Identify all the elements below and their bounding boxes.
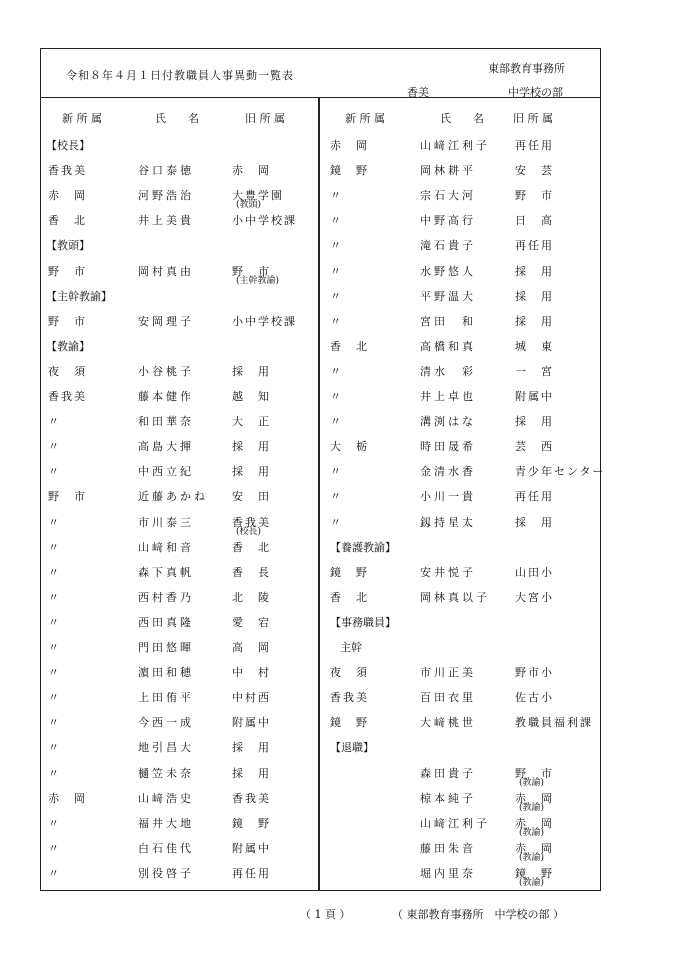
- old-affiliation: 赤 岡: [232, 164, 271, 178]
- old-affiliation: 再任用: [232, 866, 271, 880]
- section-name: 中学校の部: [508, 86, 563, 99]
- new-affiliation: 〃: [48, 590, 61, 604]
- column-divider: [318, 97, 320, 891]
- new-affiliation: 〃: [330, 289, 343, 303]
- new-affiliation: 〃: [330, 390, 343, 403]
- old-affiliation: 再任用: [515, 239, 554, 253]
- new-affiliation: 〃: [330, 465, 343, 479]
- old-affiliation: 附属中: [515, 390, 554, 403]
- old-affiliation: 赤 岡: [515, 816, 554, 830]
- person-name: 森下真帆: [138, 565, 194, 579]
- person-name: 大﨑桃世: [420, 716, 476, 730]
- old-affiliation: 野 市: [232, 264, 271, 278]
- old-affiliation: 附属中: [232, 841, 271, 855]
- new-affiliation: 大 栃: [330, 440, 369, 454]
- new-affiliation: 〃: [48, 766, 61, 780]
- new-affiliation: 鏡 野: [330, 716, 369, 730]
- office-name: 東部教育事務所: [488, 62, 565, 75]
- old-affiliation: 赤 岡: [515, 841, 554, 855]
- person-name: 岡林耕平: [420, 164, 476, 178]
- footer-office: （ 東部教育事務所 中学校の部 ）: [392, 908, 564, 921]
- new-affiliation: 〃: [48, 540, 61, 554]
- person-name: 時田晟希: [420, 440, 476, 454]
- old-affiliation: 野市小: [515, 666, 554, 680]
- old-affiliation: 大 正: [232, 415, 271, 429]
- new-affiliation: 〃: [48, 641, 61, 654]
- person-name: 白石佳代: [138, 841, 194, 855]
- old-affiliation: 野 市: [515, 189, 554, 203]
- old-affiliation: 中 村: [232, 666, 271, 680]
- new-affiliation: 香我美: [330, 691, 369, 705]
- person-name: 西田真隆: [138, 615, 194, 629]
- person-name: 高島大揮: [138, 440, 194, 454]
- person-name: 中野高行: [420, 214, 476, 228]
- old-affiliation: 山田小: [515, 565, 554, 579]
- footer-page: （ 1 頁 ）: [300, 908, 351, 921]
- person-name: 安井悦子: [420, 565, 476, 579]
- person-name: 山﨑和音: [138, 540, 194, 554]
- person-name: 清水 彩: [420, 364, 476, 378]
- person-name: 高橋和真: [420, 339, 476, 353]
- new-affiliation: 香 北: [330, 590, 369, 604]
- new-affiliation: 〃: [48, 841, 61, 855]
- new-affiliation: 〃: [330, 314, 343, 328]
- old-affiliation: 採 用: [232, 741, 271, 755]
- new-affiliation: 香我美: [48, 164, 87, 178]
- category-label: 【退職】: [330, 741, 374, 755]
- person-name: 今西一成: [138, 716, 194, 730]
- person-name: 百田衣里: [420, 691, 476, 705]
- old-affiliation: 安 芸: [515, 164, 554, 178]
- person-name: 山﨑浩史: [138, 791, 194, 805]
- old-affiliation: 城 東: [515, 339, 554, 353]
- person-name: 井上卓也: [420, 390, 476, 403]
- old-affiliation: 中村西: [232, 691, 271, 705]
- right-col-header-new: 新 所 属: [345, 112, 385, 125]
- new-affiliation: 〃: [48, 691, 61, 705]
- old-affiliation: 香 北: [232, 540, 271, 554]
- person-name: 岡林真以子: [420, 590, 490, 604]
- old-affiliation: 越 知: [232, 390, 271, 403]
- category-label: 【教頭】: [46, 239, 90, 253]
- new-affiliation: 〃: [330, 490, 343, 504]
- new-affiliation: 〃: [330, 364, 343, 378]
- old-affiliation: 採 用: [515, 314, 554, 328]
- person-name: 西村香乃: [138, 590, 194, 604]
- old-affiliation: 小中学校課: [232, 214, 297, 228]
- previous-position-note: (主幹教諭): [236, 275, 280, 286]
- new-affiliation: 赤 岡: [48, 189, 87, 203]
- person-name: 谷口泰徳: [138, 164, 194, 178]
- person-name: 山﨑江利子: [420, 139, 490, 152]
- new-affiliation: 〃: [48, 565, 61, 579]
- person-name: 森田貴子: [420, 766, 476, 780]
- old-affiliation: 大豊学園: [232, 189, 284, 203]
- person-name: 堀内里奈: [420, 866, 476, 880]
- old-affiliation: 赤 岡: [515, 791, 554, 805]
- old-affiliation: 再任用: [515, 139, 554, 152]
- right-col-header-old: 旧 所 属: [513, 112, 553, 125]
- left-col-header-new: 新 所 属: [62, 112, 102, 125]
- region-name: 香美: [407, 86, 429, 99]
- new-affiliation: 〃: [48, 666, 61, 680]
- old-affiliation: 佐古小: [515, 691, 554, 705]
- new-affiliation: 赤 岡: [330, 139, 369, 152]
- left-col-header-name: 氏 名: [155, 112, 199, 125]
- person-name: 上田侑平: [138, 691, 194, 705]
- new-affiliation: 赤 岡: [48, 791, 87, 805]
- sub-label: 主幹: [340, 641, 362, 654]
- old-affiliation: 高 岡: [232, 641, 271, 654]
- new-affiliation: 香我美: [48, 390, 87, 403]
- old-affiliation: 採 用: [232, 766, 271, 780]
- new-affiliation: 〃: [330, 415, 343, 429]
- new-affiliation: 〃: [330, 189, 343, 203]
- person-name: 濵田和穂: [138, 666, 194, 680]
- old-affiliation: 小中学校課: [232, 314, 297, 328]
- old-affiliation: 鏡 野: [232, 816, 271, 830]
- previous-position-note: (教諭): [519, 852, 545, 863]
- person-name: 藤本健作: [138, 390, 194, 403]
- person-name: 和田華奈: [138, 415, 194, 429]
- new-affiliation: 〃: [48, 741, 61, 755]
- previous-position-note: (教諭): [519, 802, 545, 813]
- new-affiliation: 〃: [330, 239, 343, 253]
- old-affiliation: 芸 西: [515, 440, 554, 454]
- person-name: 釼持星太: [420, 515, 476, 529]
- category-label: 【校長】: [46, 139, 90, 152]
- new-affiliation: 香 北: [48, 214, 87, 228]
- new-affiliation: 〃: [48, 515, 61, 529]
- new-affiliation: 香 北: [330, 339, 369, 353]
- new-affiliation: 〃: [330, 264, 343, 278]
- person-name: 中西立紀: [138, 465, 194, 479]
- old-affiliation: 採 用: [232, 465, 271, 479]
- old-affiliation: 再任用: [515, 490, 554, 504]
- new-affiliation: 野 市: [48, 490, 87, 504]
- person-name: 市川正美: [420, 666, 476, 680]
- new-affiliation: 〃: [48, 816, 61, 830]
- previous-position-note: (教頭): [236, 200, 262, 211]
- old-affiliation: 香 長: [232, 565, 271, 579]
- person-name: 門田悠暉: [138, 641, 194, 654]
- old-affiliation: 青少年センター: [515, 465, 606, 479]
- person-name: 安岡理子: [138, 314, 194, 328]
- old-affiliation: 香我美: [232, 515, 271, 529]
- old-affiliation: 香我美: [232, 791, 271, 805]
- category-label: 【事務職員】: [330, 615, 396, 629]
- new-affiliation: 〃: [330, 515, 343, 529]
- new-affiliation: 〃: [48, 440, 61, 454]
- new-affiliation: 夜 須: [48, 364, 87, 378]
- person-name: 藤田朱音: [420, 841, 476, 855]
- new-affiliation: 鏡 野: [330, 164, 369, 178]
- person-name: 小川一貴: [420, 490, 476, 504]
- old-affiliation: 教職員福利課: [515, 716, 593, 730]
- person-name: 椋本純子: [420, 791, 476, 805]
- old-affiliation: 附属中: [232, 716, 271, 730]
- new-affiliation: 鏡 野: [330, 565, 369, 579]
- old-affiliation: 北 陵: [232, 590, 271, 604]
- new-affiliation: 〃: [48, 866, 61, 880]
- person-name: 樋笠未奈: [138, 766, 194, 780]
- new-affiliation: 〃: [330, 214, 343, 228]
- old-affiliation: 大宮小: [515, 590, 554, 604]
- old-affiliation: 採 用: [515, 415, 554, 429]
- new-affiliation: 〃: [48, 615, 61, 629]
- person-name: 平野温大: [420, 289, 476, 303]
- person-name: 水野悠人: [420, 264, 476, 278]
- previous-position-note: (校長): [236, 526, 262, 537]
- person-name: 金清水香: [420, 465, 476, 479]
- new-affiliation: 〃: [48, 415, 61, 429]
- previous-position-note: (教諭): [519, 877, 545, 888]
- old-affiliation: 採 用: [515, 264, 554, 278]
- category-label: 【主幹教諭】: [46, 289, 112, 303]
- old-affiliation: 採 用: [515, 289, 554, 303]
- person-name: 市川泰三: [138, 515, 194, 529]
- person-name: 宮田 和: [420, 314, 476, 328]
- new-affiliation: 〃: [48, 465, 61, 479]
- person-name: 岡村真由: [138, 264, 194, 278]
- person-name: 近藤あかね: [138, 490, 208, 504]
- person-name: 宗石大河: [420, 189, 476, 203]
- person-name: 滝石貴子: [420, 239, 476, 253]
- person-name: 地引昌大: [138, 741, 194, 755]
- previous-position-note: (教諭): [519, 777, 545, 788]
- old-affiliation: 採 用: [515, 515, 554, 529]
- old-affiliation: 採 用: [232, 440, 271, 454]
- new-affiliation: 〃: [48, 716, 61, 730]
- old-affiliation: 採 用: [232, 364, 271, 378]
- old-affiliation: 愛 宕: [232, 615, 271, 629]
- old-affiliation: 野 市: [515, 766, 554, 780]
- right-col-header-name: 氏 名: [440, 112, 484, 125]
- person-name: 山﨑江利子: [420, 816, 490, 830]
- old-affiliation: 安 田: [232, 490, 271, 504]
- old-affiliation: 鏡 野: [515, 866, 554, 880]
- person-name: 別役啓子: [138, 866, 194, 880]
- page-title: 令和８年４月１日付教職員人事異動一覧表: [66, 69, 294, 82]
- person-name: 河野浩治: [138, 189, 194, 203]
- new-affiliation: 夜 須: [330, 666, 369, 680]
- person-name: 小谷桃子: [138, 364, 194, 378]
- old-affiliation: 日 高: [515, 214, 554, 228]
- new-affiliation: 野 市: [48, 314, 87, 328]
- old-affiliation: 一 宮: [515, 364, 554, 378]
- new-affiliation: 野 市: [48, 264, 87, 278]
- person-name: 井上美貴: [138, 214, 194, 228]
- category-label: 【教諭】: [46, 339, 90, 353]
- person-name: 溝渕はな: [420, 415, 476, 429]
- category-label: 【養護教諭】: [330, 540, 396, 554]
- left-col-header-old: 旧 所 属: [245, 112, 285, 125]
- person-name: 福井大地: [138, 816, 194, 830]
- previous-position-note: (教諭): [519, 827, 545, 838]
